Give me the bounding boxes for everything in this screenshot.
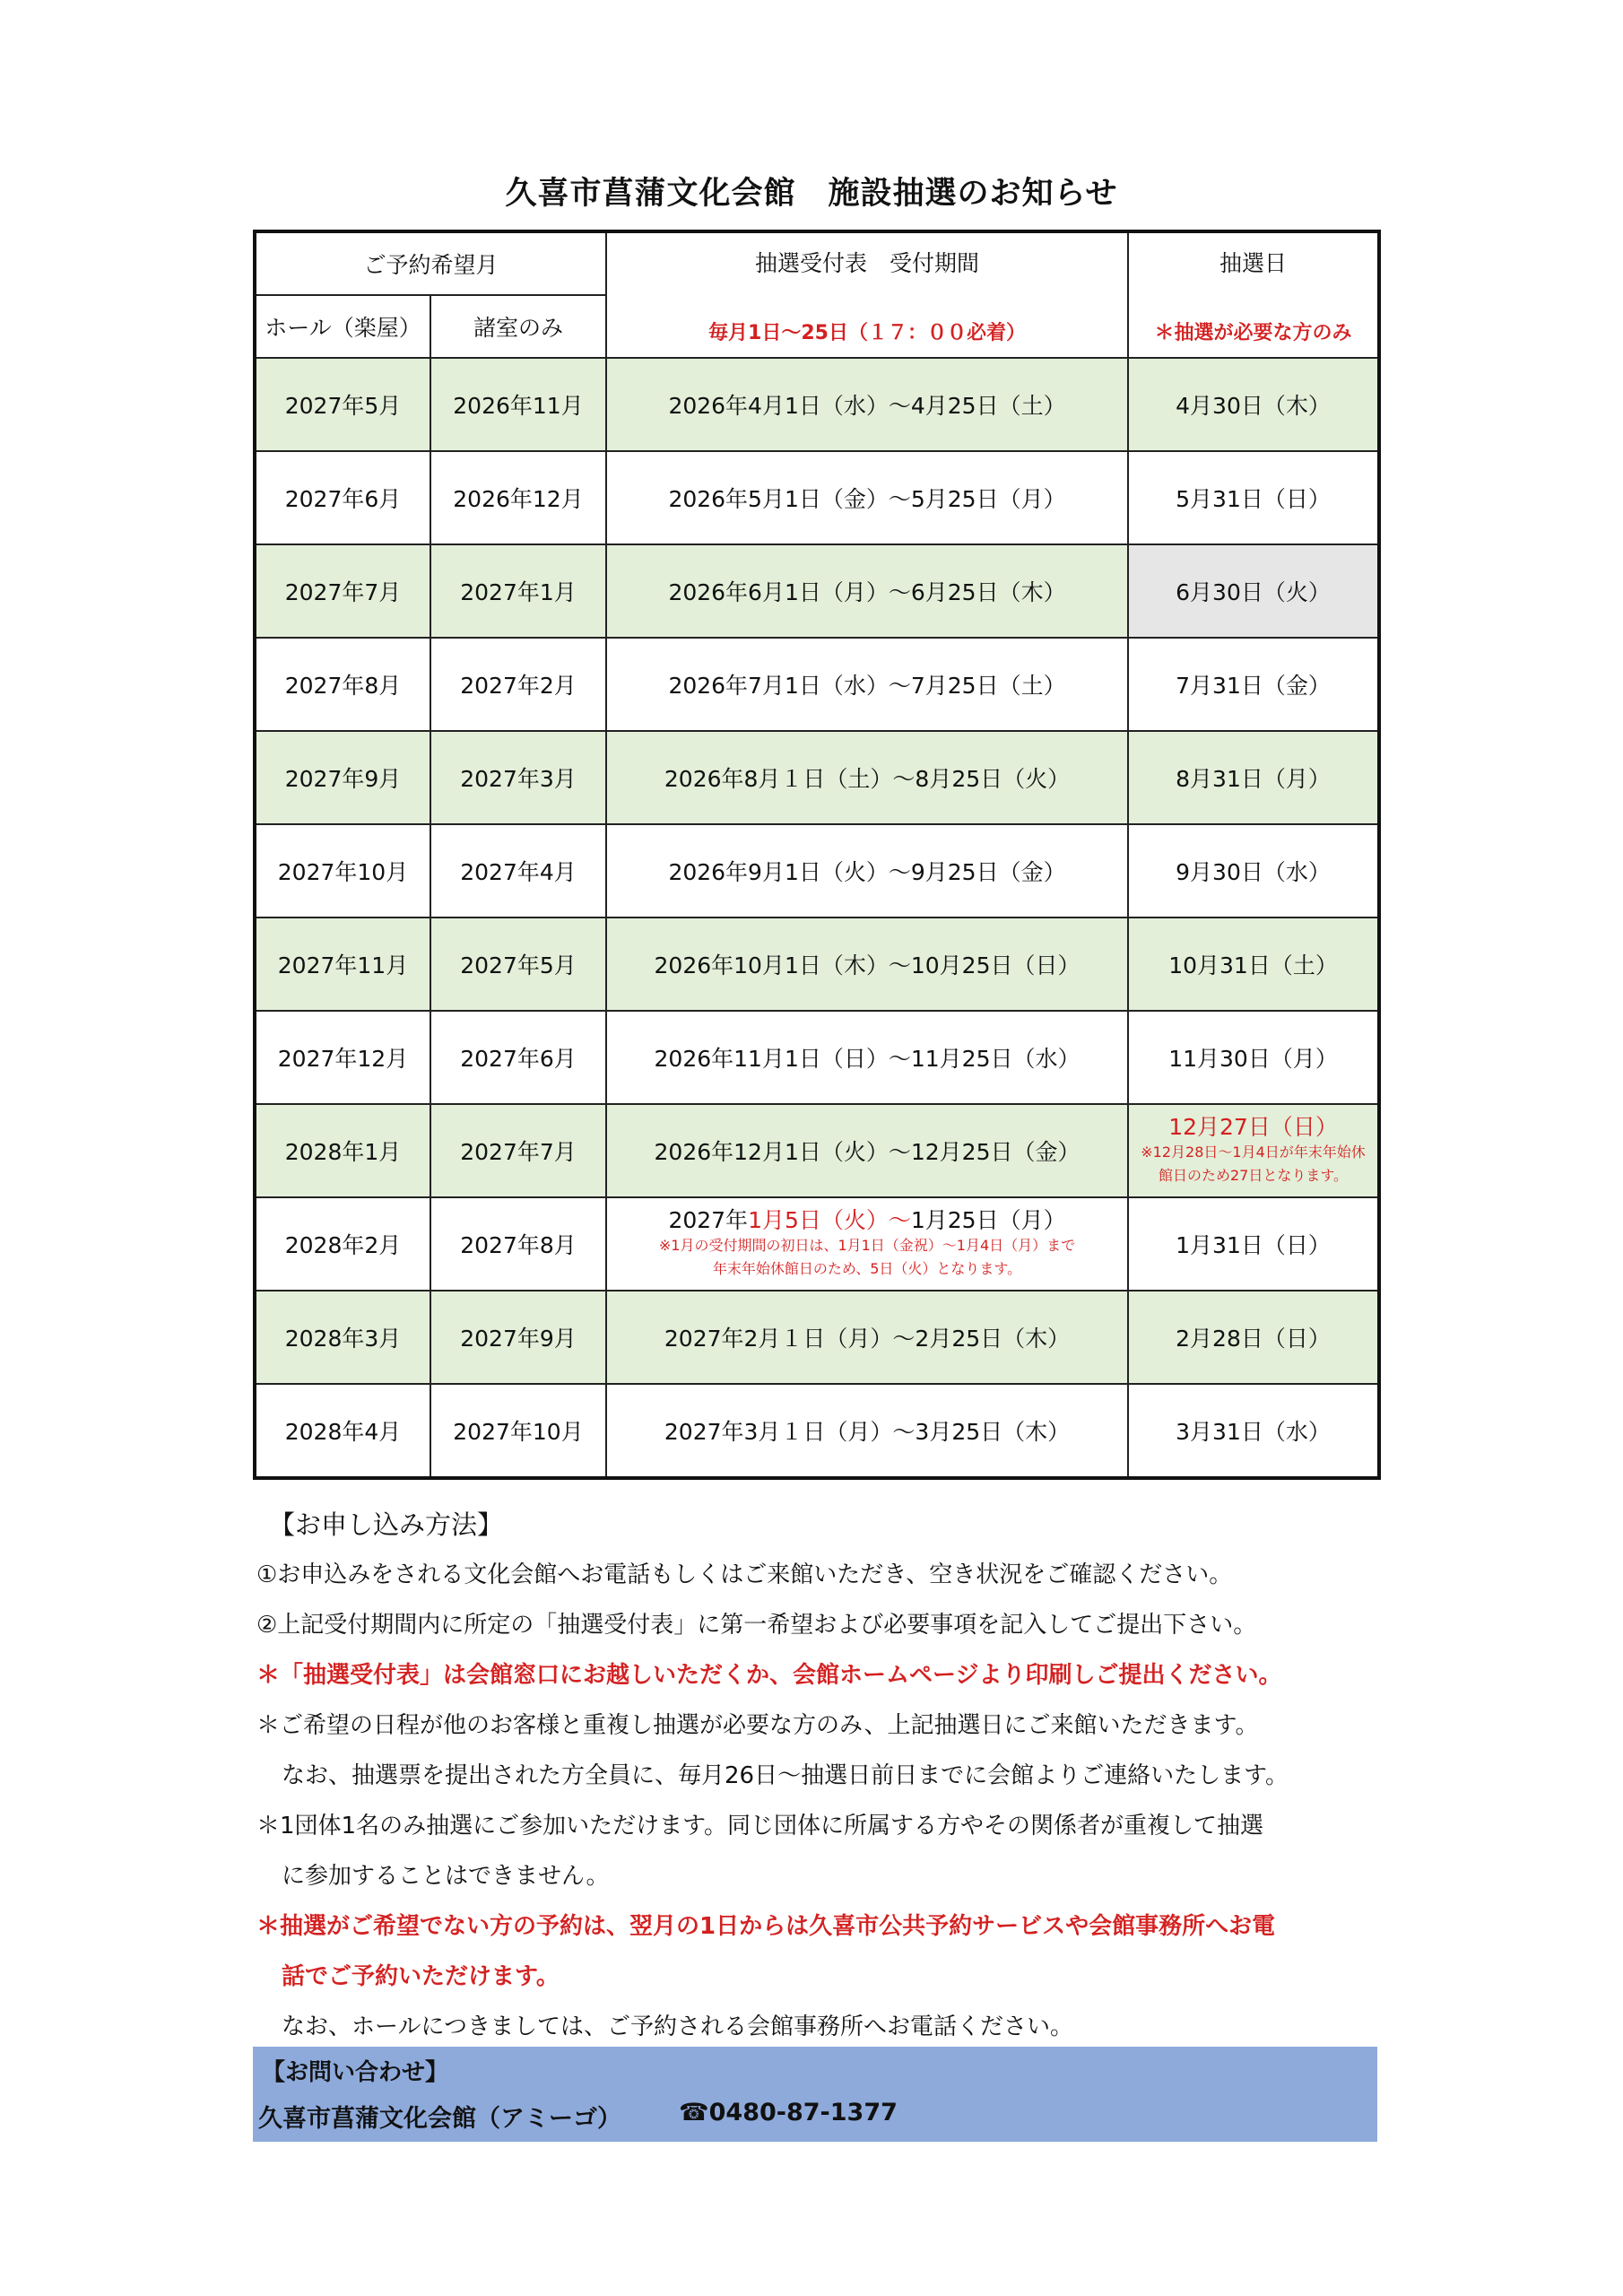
table-row — [255, 731, 1379, 824]
cell-hall: 2027年10月 — [255, 824, 430, 918]
cell-hall: 2028年3月 — [255, 1291, 430, 1384]
step-1: ①お申込みをされる文化会館へお電話もしくはご来館いただき、空き状況をご確認ください。 — [256, 1561, 1233, 1588]
cell-rooms: 2026年11月 — [430, 358, 606, 451]
cell-lottery: 7月31日（金） — [1128, 638, 1379, 731]
table-row — [255, 451, 1379, 544]
cell-lottery: 11月30日（月） — [1128, 1011, 1379, 1104]
cell-rooms: 2026年12月 — [430, 451, 606, 544]
cell-hall: 2027年9月 — [255, 731, 430, 824]
period-line — [607, 1207, 1127, 1234]
cell-lottery — [1128, 1104, 1379, 1197]
cell-rooms: 2027年10月 — [430, 1384, 606, 1478]
table-row — [255, 1291, 1379, 1384]
cell-period: 2026年11月1日（日）～11月25日（水） — [606, 1011, 1128, 1104]
cell-period: 2026年7月1日（水）～7月25日（土） — [606, 638, 1128, 731]
header-reservation-month: ご予約希望月 — [255, 231, 606, 295]
table-row — [255, 824, 1379, 918]
cell-rooms: 2027年2月 — [430, 638, 606, 731]
table-row — [255, 1197, 1379, 1291]
note-lottery-contact: なお、抽選票を提出された方全員に、毎月26日～抽選日前日までに会館よりご連絡いたします。 — [282, 1762, 1289, 1789]
contact-name: 久喜市菖蒲文化会館（アミーゴ） — [258, 2105, 621, 2133]
cell-hall: 2027年6月 — [255, 451, 430, 544]
header-lottery-sub: ＊抽選が必要な方のみ — [1154, 321, 1352, 344]
cell-rooms: 2027年9月 — [430, 1291, 606, 1384]
table-row — [255, 1104, 1379, 1197]
lottery-date-special: 12月27日（日） — [1168, 1114, 1338, 1140]
header-period-label: 抽選受付表 受付期間 — [755, 249, 980, 276]
application-method — [256, 1500, 1377, 2038]
cell-lottery: 2月28日（日） — [1128, 1291, 1379, 1384]
table-row — [255, 1384, 1379, 1478]
page-title: 久喜市菖蒲文化会館 施設抽選のお知らせ — [505, 176, 1118, 212]
cell-period: 2026年9月1日（火）～9月25日（金） — [606, 824, 1128, 918]
header-lottery — [1128, 231, 1379, 358]
contact-phone[interactable]: ☎0480-87-1377 — [679, 2099, 898, 2126]
note-one-per-group-cont: に参加することはできません。 — [282, 1863, 610, 1890]
schedule-table — [253, 230, 1381, 1480]
note-red-form: ＊「抽選受付表」は会館窓口にお越しいただくか、会館ホームページより印刷しご提出ください。 — [256, 1662, 1282, 1689]
cell-period: 2027年3月１日（月）～3月25日（木） — [606, 1384, 1128, 1478]
cell-lottery: 4月30日（木） — [1128, 358, 1379, 451]
cell-hall: 2027年7月 — [255, 544, 430, 638]
cell-lottery: 5月31日（日） — [1128, 451, 1379, 544]
cell-period: 2026年5月1日（金）～5月25日（月） — [606, 451, 1128, 544]
cell-hall: 2027年11月 — [255, 918, 430, 1011]
cell-lottery: 1月31日（日） — [1128, 1197, 1379, 1291]
cell-rooms: 2027年7月 — [430, 1104, 606, 1197]
cell-hall: 2027年5月 — [255, 358, 430, 451]
cell-hall: 2027年12月 — [255, 1011, 430, 1104]
table-row — [255, 544, 1379, 638]
cell-hall: 2028年1月 — [255, 1104, 430, 1197]
note-red-no-lottery-cont: 話でご予約いただけます。 — [282, 1963, 560, 1990]
cell-rooms: 2027年5月 — [430, 918, 606, 1011]
step-2: ②上記受付期間内に所定の「抽選受付表」に第一希望および必要事項を記入してご提出下さい。 — [256, 1612, 1257, 1639]
lottery-note-line2: 館日のため27日となります。 — [1158, 1167, 1349, 1184]
cell-rooms: 2027年3月 — [430, 731, 606, 824]
period-note-line1: ※1月の受付期間の初日は、1月1日（金祝）～1月4日（月）まで — [658, 1237, 1076, 1254]
cell-rooms: 2027年6月 — [430, 1011, 606, 1104]
table-row — [255, 358, 1379, 451]
table-row — [255, 638, 1379, 731]
cell-lottery: 9月30日（水） — [1128, 824, 1379, 918]
lottery-note-line1: ※12月28日～1月4日が年末年始休 — [1141, 1144, 1366, 1161]
period-year: 2027年 — [668, 1207, 749, 1233]
period-start-special: 1月5日（火）～ — [748, 1207, 911, 1233]
table-row — [255, 918, 1379, 1011]
section-heading: 【お申し込み方法】 — [269, 1509, 504, 1540]
header-hall: ホール（楽屋） — [255, 295, 430, 358]
cell-period: 2026年6月1日（月）～6月25日（木） — [606, 544, 1128, 638]
cell-rooms: 2027年8月 — [430, 1197, 606, 1291]
note-lottery-visit: ＊ご希望の日程が他のお客様と重複し抽選が必要な方のみ、上記抽選日にご来館いただきます。 — [256, 1712, 1259, 1739]
cell-period: 2026年10月1日（木）～10月25日（日） — [606, 918, 1128, 1011]
cell-rooms: 2027年1月 — [430, 544, 606, 638]
cell-lottery: 6月30日（火） — [1128, 544, 1379, 638]
cell-rooms: 2027年4月 — [430, 824, 606, 918]
header-period-sub: 毎月1日～25日（１７：００必着） — [708, 321, 1026, 344]
cell-period: 2026年8月１日（土）～8月25日（火） — [606, 731, 1128, 824]
period-note-line2: 年末年始休館日のため、5日（火）となります。 — [712, 1260, 1022, 1277]
contact-heading: 【お問い合わせ】 — [262, 2059, 449, 2086]
cell-hall: 2028年2月 — [255, 1197, 430, 1291]
cell-period — [606, 1197, 1128, 1291]
table-row — [255, 1011, 1379, 1104]
note-hall-phone: なお、ホールにつきましては、ご予約される会館事務所へお電話ください。 — [282, 2013, 1073, 2040]
header-rooms: 諸室のみ — [430, 295, 606, 358]
contact-box — [253, 2047, 1377, 2142]
cell-lottery: 8月31日（月） — [1128, 731, 1379, 824]
note-one-per-group: ＊1団体1名のみ抽選にご参加いただけます。同じ団体に所属する方やその関係者が重複して抽選 — [256, 1813, 1264, 1839]
period-end: 1月25日（月） — [910, 1207, 1066, 1233]
cell-lottery: 10月31日（土） — [1128, 918, 1379, 1011]
header-lottery-label: 抽選日 — [1219, 249, 1288, 276]
cell-period: 2026年4月1日（水）～4月25日（土） — [606, 358, 1128, 451]
note-red-no-lottery: ＊抽選がご希望でない方の予約は、翌月の1日からは久喜市公共予約サービスや会館事務所へお電 — [256, 1913, 1276, 1940]
cell-lottery: 3月31日（水） — [1128, 1384, 1379, 1478]
cell-period: 2026年12月1日（火）～12月25日（金） — [606, 1104, 1128, 1197]
cell-hall: 2027年8月 — [255, 638, 430, 731]
cell-hall: 2028年4月 — [255, 1384, 430, 1478]
cell-period: 2027年2月１日（月）～2月25日（木） — [606, 1291, 1128, 1384]
header-period — [606, 231, 1128, 358]
